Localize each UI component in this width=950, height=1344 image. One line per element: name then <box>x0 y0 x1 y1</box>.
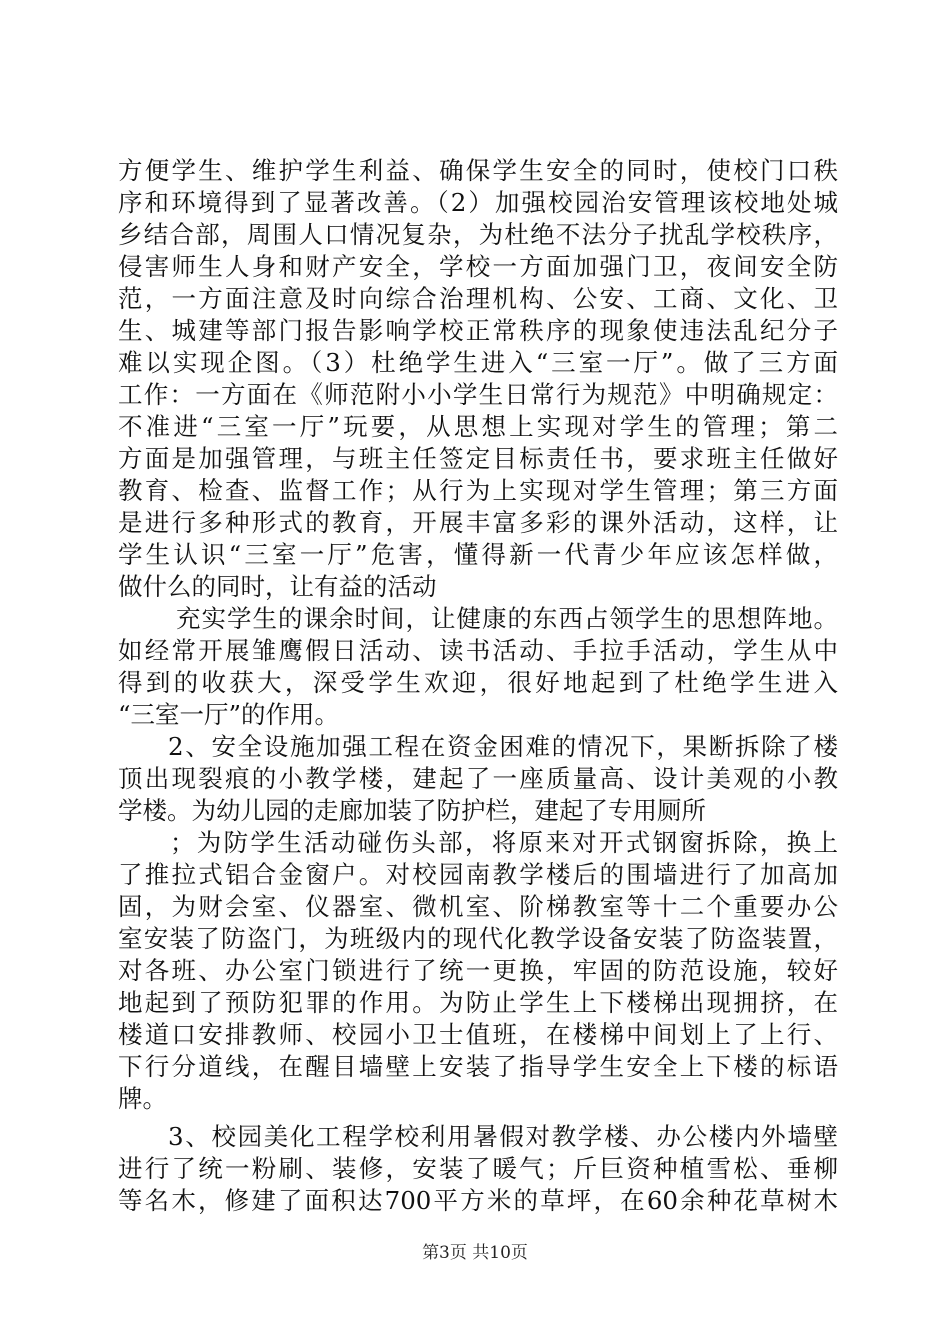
text-line: 方便学生、维护学生利益、确保学生安全的同时，使校门口秩 <box>118 156 838 185</box>
text-line: 范，一方面注意及时向综合治理机构、公安、工商、文化、卫 <box>118 284 838 313</box>
paragraph-start-line: 2、安全设施加强工程在资金困难的情况下，果断拆除了楼 <box>168 732 838 761</box>
text-line: 得到的收获大，深受学生欢迎，很好地起到了杜绝学生进入 <box>118 668 838 697</box>
text-line: 不准进“三室一厅”玩要，从思想上实现对学生的管理；第二 <box>118 412 838 441</box>
text-line: 学生认识“三室一厅”危害，懂得新一代青少年应该怎样做， <box>118 540 838 569</box>
text-line: 乡结合部，周围人口情况复杂，为杜绝不法分子扰乱学校秩序， <box>118 220 838 249</box>
text-line: 固，为财会室、仪器室、微机室、阶梯教室等十二个重要办公 <box>118 892 838 921</box>
text-line: 学楼。为幼儿园的走廊加装了防护栏，建起了专用厕所 <box>118 796 706 825</box>
text-line: 序和环境得到了显著改善。（2）加强校园治安管理该校地处城 <box>118 188 838 217</box>
text-line: 了推拉式铝合金窗户。对校园南教学楼后的围墙进行了加高加 <box>118 860 838 889</box>
text-line: 教育、检查、监督工作；从行为上实现对学生管理；第三方面 <box>118 476 838 505</box>
text-line: 生、城建等部门报告影响学校正常秩序的现象使违法乱纪分子 <box>118 316 838 345</box>
text-line: 进行了统一粉刷、装修，安装了暖气；斤巨资种植雪松、垂柳 <box>118 1154 838 1183</box>
page-number-footer: 第3页 共10页 <box>422 1243 528 1263</box>
text-line: 是进行多种形式的教育，开展丰富多彩的课外活动，这样，让 <box>118 508 838 537</box>
text-line: 如经常开展雏鹰假日活动、读书活动、手拉手活动，学生从中 <box>118 636 838 665</box>
text-line: 楼道口安排教师、校园小卫士值班，在楼梯中间划上了上行、 <box>118 1020 838 1049</box>
text-line: 侵害师生人身和财产安全，学校一方面加强门卫，夜间安全防 <box>118 252 838 281</box>
text-line: 下行分道线，在醒目墙壁上安装了指导学生安全上下楼的标语 <box>118 1052 838 1081</box>
text-line: 地起到了预防犯罪的作用。为防止学生上下楼梯出现拥挤，在 <box>118 988 838 1017</box>
document-body <box>118 155 838 1217</box>
text-line: 方面是加强管理，与班主任签定目标责任书，要求班主任做好 <box>118 444 838 473</box>
paragraph-start-line: 充实学生的课余时间，让健康的东西占领学生的思想阵地。 <box>176 604 838 633</box>
text-line: 牌。 <box>118 1084 167 1113</box>
paragraph-start-line: 3、校园美化工程学校利用暑假对教学楼、办公楼内外墙壁 <box>168 1122 838 1151</box>
text-line: 难以实现企图。（3）杜绝学生进入“三室一厅”。做了三方面 <box>118 348 838 377</box>
text-line: 顶出现裂痕的小教学楼，建起了一座质量高、设计美观的小教 <box>118 764 838 793</box>
text-line: “三室一厅”的作用。 <box>118 700 340 729</box>
text-line: 做什么的同时，让有益的活动 <box>118 572 437 601</box>
text-line: 室安装了防盗门，为班级内的现代化教学设备安装了防盗装置， <box>118 924 838 953</box>
text-line: 等名木，修建了面积达700平方米的草坪，在60余种花草树木 <box>118 1186 838 1215</box>
text-line: 对各班、办公室门锁进行了统一更换，牢固的防范设施，较好 <box>118 956 838 985</box>
text-line: 工作：一方面在《师范附小小学生日常行为规范》中明确规定： <box>118 380 838 409</box>
paragraph-start-line: ；为防学生活动碰伤头部，将原来对开式钢窗拆除，换上 <box>170 828 838 857</box>
